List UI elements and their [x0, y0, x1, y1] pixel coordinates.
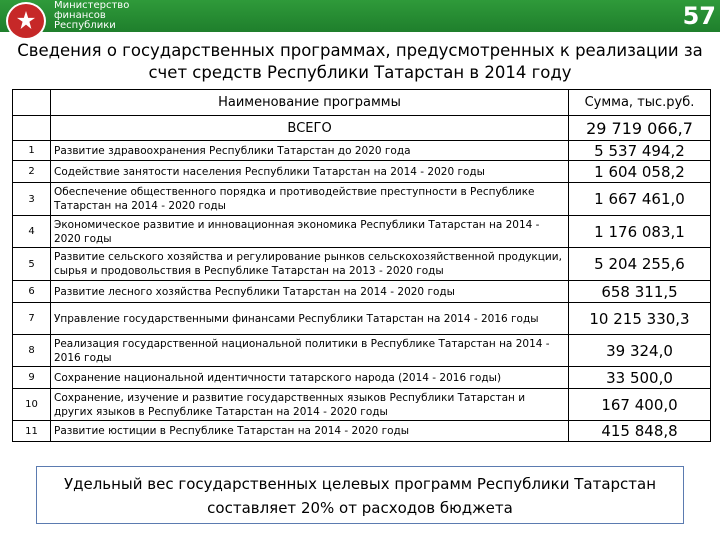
header-bar	[0, 0, 720, 32]
ministry-line-2: финансов	[54, 10, 106, 21]
row-number: 6	[13, 281, 51, 303]
note-line-1: Удельный вес государственных целевых программ Республики Татарстан	[63, 475, 657, 493]
table-row	[13, 335, 711, 367]
row-number: 1	[13, 141, 51, 161]
program-amount: 33 500,0	[569, 367, 711, 389]
program-amount: 658 311,5	[569, 281, 711, 303]
table-row	[13, 303, 711, 335]
table-header-row	[13, 90, 711, 116]
table-row	[13, 367, 711, 389]
programs-table	[12, 89, 711, 442]
row-number: 5	[13, 248, 51, 281]
table-row	[13, 421, 711, 442]
program-amount: 5 204 255,6	[569, 248, 711, 281]
row-number: 3	[13, 183, 51, 216]
program-name: Развитие юстиции в Республике Татарстан на 2014 - 2020 годы	[51, 421, 569, 442]
ministry-line-1: Министерство	[54, 1, 130, 11]
program-name: Сохранение, изучение и развитие государственных языков Республики Татарстан и других языков в Республике Татарстан на 2014 - 2020 годы	[51, 389, 569, 421]
table-row	[13, 161, 711, 183]
program-amount: 415 848,8	[569, 421, 711, 442]
program-amount: 167 400,0	[569, 389, 711, 421]
row-number: 7	[13, 303, 51, 335]
program-amount: 10 215 330,3	[569, 303, 711, 335]
total-num-cell	[13, 116, 51, 141]
row-number: 8	[13, 335, 51, 367]
program-name: Сохранение национальной идентичности татарского народа (2014 - 2016 годы)	[51, 367, 569, 389]
page-number: 57	[682, 2, 716, 30]
program-name: Реализация государственной национальной политики в Республике Татарстан на 2014 - 2016 годы	[51, 335, 569, 367]
emblem-star-icon	[17, 11, 35, 29]
tatarstan-emblem-icon	[6, 2, 46, 40]
row-number: 10	[13, 389, 51, 421]
total-amount: 29 719 066,7	[569, 116, 711, 141]
program-name: Развитие сельского хозяйства и регулирование рынков сельскохозяйственной продукции, сырья и продовольствия в Республике Татарстан на 2013 - 2020 годы	[51, 248, 569, 281]
program-name: Экономическое развитие и инновационная экономика Республики Татарстан на 2014 - 2020 годы	[51, 216, 569, 248]
header-amount-cell: Сумма, тыс.руб.	[569, 90, 711, 116]
table-row	[13, 216, 711, 248]
program-name: Содействие занятости населения Республики Татарстан на 2014 - 2020 годы	[51, 161, 569, 183]
title-line-2: счет средств Республики Татарстан в 2014 году	[148, 63, 572, 82]
table-row	[13, 389, 711, 421]
program-amount: 1 176 083,1	[569, 216, 711, 248]
program-name: Развитие лесного хозяйства Республики Татарстан на 2014 - 2020 годы	[51, 281, 569, 303]
row-number: 9	[13, 367, 51, 389]
header-num-cell	[13, 90, 51, 116]
row-number: 11	[13, 421, 51, 442]
ministry-line-3: Республики	[54, 20, 116, 31]
table-row	[13, 141, 711, 161]
title-line-1: Сведения о государственных программах, предусмотренных к реализации за	[17, 41, 703, 60]
program-name: Обеспечение общественного порядка и противодействие преступности в Республике Татарстан на 2014 - 2020 годы	[51, 183, 569, 216]
program-name: Развитие здравоохранения Республики Татарстан до 2020 года	[51, 141, 569, 161]
header-name-cell: Наименование программы	[51, 90, 569, 116]
total-row	[13, 116, 711, 141]
page-title	[0, 40, 720, 84]
budget-share-note	[36, 466, 684, 524]
total-label: ВСЕГО	[51, 116, 569, 141]
table-row	[13, 281, 711, 303]
program-amount: 1 667 461,0	[569, 183, 711, 216]
row-number: 2	[13, 161, 51, 183]
program-amount: 5 537 494,2	[569, 141, 711, 161]
program-name: Управление государственными финансами Республики Татарстан на 2014 - 2016 годы	[51, 303, 569, 335]
note-line-2: составляет 20% от расходов бюджета	[207, 499, 513, 517]
table-row	[13, 248, 711, 281]
program-amount: 39 324,0	[569, 335, 711, 367]
row-number: 4	[13, 216, 51, 248]
table-row	[13, 183, 711, 216]
program-amount: 1 604 058,2	[569, 161, 711, 183]
ministry-name	[54, 1, 164, 31]
